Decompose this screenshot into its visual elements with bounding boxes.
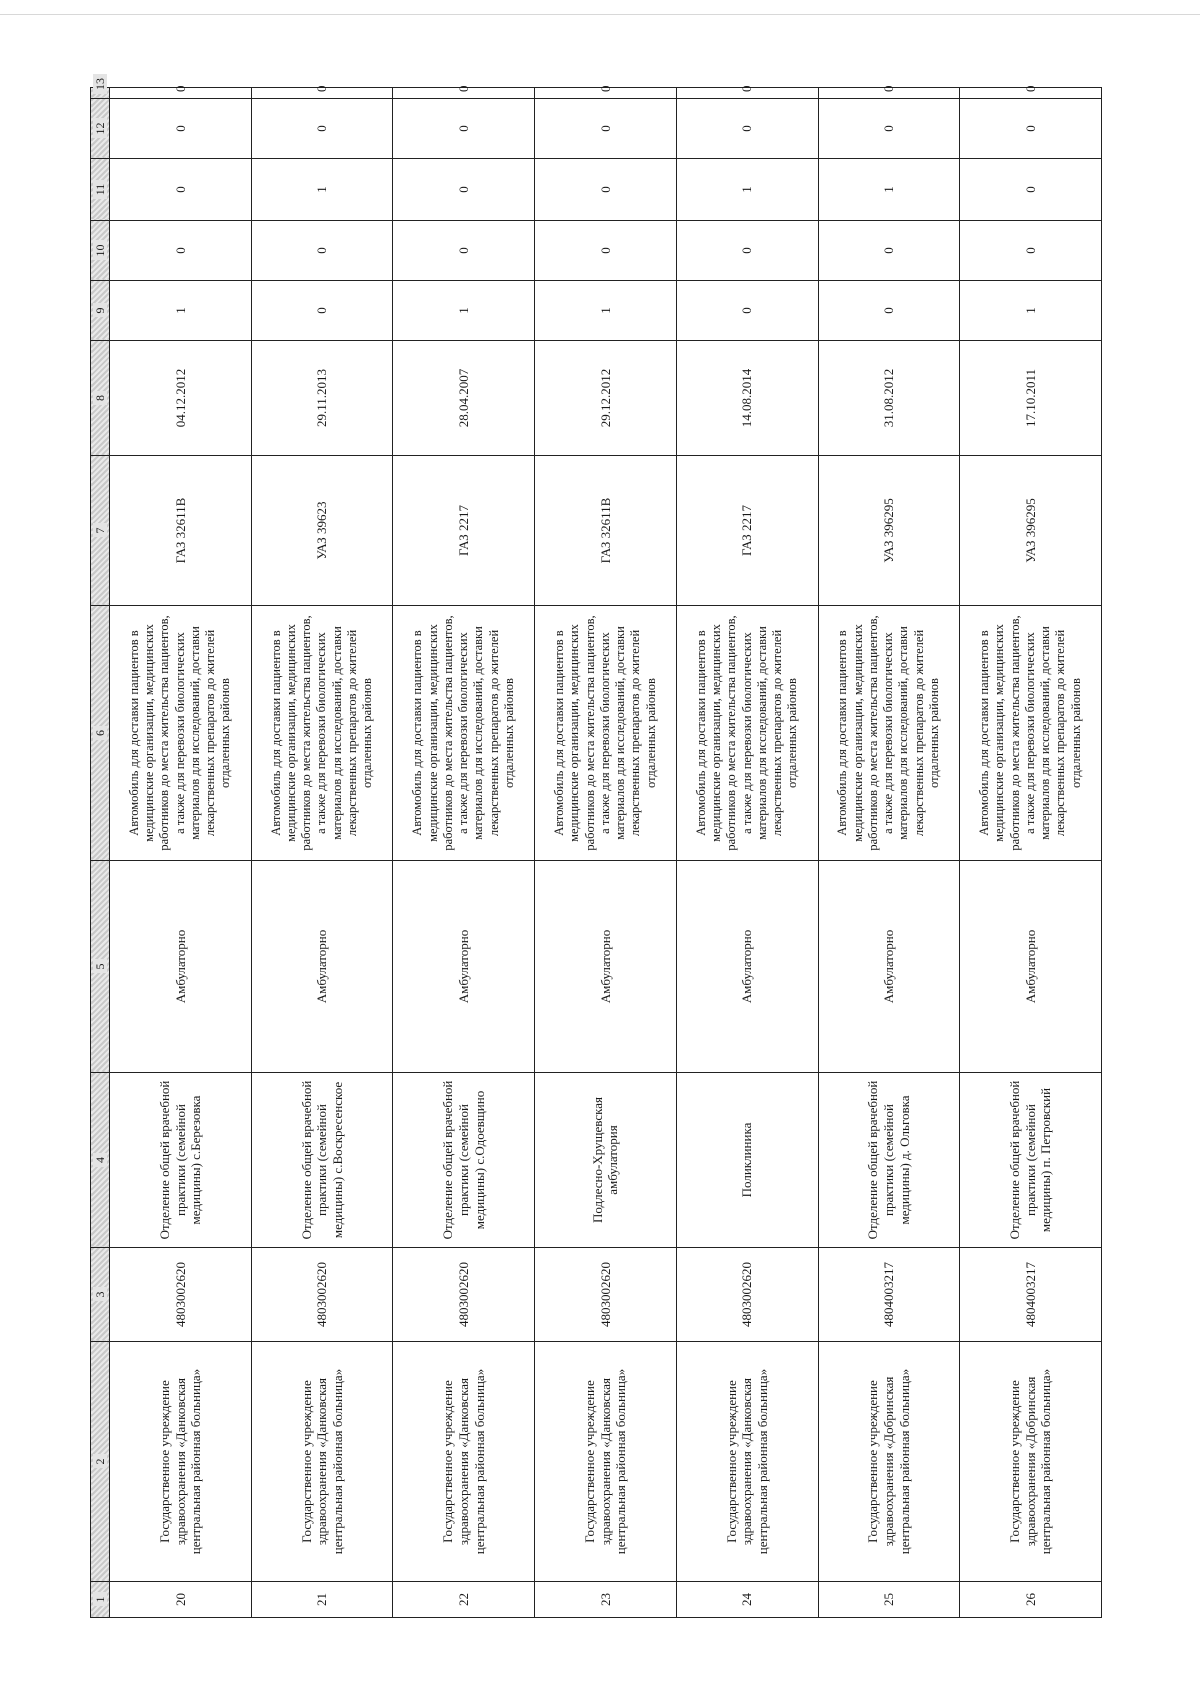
col-13-value: 0 <box>110 88 252 99</box>
department: Отделение общей врачебной практики (семейной медицины) д. Ольговка <box>818 1073 960 1248</box>
column-number-cell <box>91 99 110 159</box>
vehicle-model: УАЗ 396295 <box>818 456 960 606</box>
vehicle-purpose: Автомобиль для доставки пациентов в медицинские организации, медицинских работников до места жительства пациентов, а также для перевозки биологических материалов для исследований, доставки лекарственных препаратов до жителей отдаленных районов <box>110 606 252 861</box>
col-13-value: 0 <box>960 88 1102 99</box>
registration-date: 29.11.2013 <box>251 341 393 456</box>
col-10-value: 0 <box>535 221 677 281</box>
col-9-value: 1 <box>960 281 1102 341</box>
row-number: 26 <box>960 1582 1102 1618</box>
registration-date: 04.12.2012 <box>110 341 252 456</box>
col-12-value: 0 <box>110 99 252 159</box>
department: Отделение общей врачебной практики (семейной медицины) с.Одоевщино <box>393 1073 535 1248</box>
vehicle-purpose: Автомобиль для доставки пациентов в медицинские организации, медицинских работников до места жительства пациентов, а также для перевозки биологических материалов для исследований, доставки лекарственных препаратов до жителей отдаленных районов <box>676 606 818 861</box>
col-12-value: 0 <box>960 99 1102 159</box>
column-number-row <box>91 88 110 1618</box>
col-9-value: 1 <box>110 281 252 341</box>
col-13-value: 0 <box>818 88 960 99</box>
care-conditions: Амбулаторно <box>676 861 818 1073</box>
vehicle-model: ГАЗ 2217 <box>393 456 535 606</box>
column-number-cell <box>91 861 110 1073</box>
col-12-value: 0 <box>535 99 677 159</box>
department: Подлесно-Хрущевская амбулатория <box>535 1073 677 1248</box>
col-12-value: 0 <box>393 99 535 159</box>
department: Поликлиника <box>676 1073 818 1248</box>
row-number: 25 <box>818 1582 960 1618</box>
col-13-value: 0 <box>676 88 818 99</box>
registration-date: 17.10.2011 <box>960 341 1102 456</box>
col-12-value: 0 <box>251 99 393 159</box>
col-12-value: 0 <box>818 99 960 159</box>
inn: 4804003217 <box>818 1248 960 1342</box>
column-number: 4 <box>93 1153 107 1167</box>
column-number: 5 <box>93 960 107 974</box>
vehicle-purpose: Автомобиль для доставки пациентов в медицинские организации, медицинских работников до места жительства пациентов, а также для перевозки биологических материалов для исследований, доставки лекарственных препаратов до жителей отдаленных районов <box>535 606 677 861</box>
column-number-cell <box>91 1073 110 1248</box>
table-row <box>110 88 252 1618</box>
column-number-cell <box>91 159 110 221</box>
col-10-value: 0 <box>393 221 535 281</box>
vehicle-model: ГАЗ 32611В <box>535 456 677 606</box>
column-number: 7 <box>93 524 107 538</box>
row-number: 22 <box>393 1582 535 1618</box>
inn: 4803002620 <box>110 1248 252 1342</box>
col-11-value: 1 <box>676 159 818 221</box>
col-11-value: 0 <box>393 159 535 221</box>
column-number: 9 <box>93 304 107 318</box>
col-13-value: 0 <box>535 88 677 99</box>
column-number: 10 <box>93 241 107 261</box>
col-9-value: 0 <box>251 281 393 341</box>
col-13-value: 0 <box>393 88 535 99</box>
inn: 4803002620 <box>535 1248 677 1342</box>
column-number: 3 <box>93 1288 107 1302</box>
rotated-page <box>90 78 1102 1618</box>
vehicle-purpose: Автомобиль для доставки пациентов в медицинские организации, медицинских работников до места жительства пациентов, а также для перевозки биологических материалов для исследований, доставки лекарственных препаратов до жителей отдаленных районов <box>960 606 1102 861</box>
care-conditions: Амбулаторно <box>535 861 677 1073</box>
scan-edge-line <box>0 14 1200 15</box>
column-number-cell <box>91 1582 110 1618</box>
department: Отделение общей врачебной практики (семейной медицины) с.Березовка <box>110 1073 252 1248</box>
column-number-cell <box>91 1342 110 1582</box>
registration-date: 28.04.2007 <box>393 341 535 456</box>
column-number-cell <box>91 341 110 456</box>
organization-name: Государственное учреждение здравоохранения «Добринская центральная районная больница» <box>818 1342 960 1582</box>
table-row <box>535 88 677 1618</box>
care-conditions: Амбулаторно <box>818 861 960 1073</box>
inn: 4804003217 <box>960 1248 1102 1342</box>
col-11-value: 1 <box>251 159 393 221</box>
registration-date: 14.08.2014 <box>676 341 818 456</box>
column-number: 1 <box>93 1593 107 1607</box>
col-9-value: 1 <box>393 281 535 341</box>
row-number: 23 <box>535 1582 677 1618</box>
department: Отделение общей врачебной практики (семейной медицины) с.Воскресенское <box>251 1073 393 1248</box>
column-number: 11 <box>93 180 107 200</box>
vehicle-purpose: Автомобиль для доставки пациентов в медицинские организации, медицинских работников до места жительства пациентов, а также для перевозки биологических материалов для исследований, доставки лекарственных препаратов до жителей отдаленных районов <box>393 606 535 861</box>
col-9-value: 0 <box>818 281 960 341</box>
column-number: 6 <box>93 726 107 740</box>
vehicle-model: УАЗ 396295 <box>960 456 1102 606</box>
table-row <box>251 88 393 1618</box>
row-number: 20 <box>110 1582 252 1618</box>
col-10-value: 0 <box>676 221 818 281</box>
column-number: 8 <box>93 391 107 405</box>
care-conditions: Амбулаторно <box>110 861 252 1073</box>
column-number: 2 <box>93 1455 107 1469</box>
column-number-cell <box>91 281 110 341</box>
column-number-cell <box>91 1248 110 1342</box>
col-10-value: 0 <box>818 221 960 281</box>
row-number: 21 <box>251 1582 393 1618</box>
column-number-cell <box>91 221 110 281</box>
col-11-value: 1 <box>818 159 960 221</box>
col-11-value: 0 <box>535 159 677 221</box>
col-9-value: 0 <box>676 281 818 341</box>
vehicle-purpose: Автомобиль для доставки пациентов в медицинские организации, медицинских работников до места жительства пациентов, а также для перевозки биологических материалов для исследований, доставки лекарственных препаратов до жителей отдаленных районов <box>818 606 960 861</box>
row-number: 24 <box>676 1582 818 1618</box>
vehicle-model: ГАЗ 2217 <box>676 456 818 606</box>
inn: 4803002620 <box>676 1248 818 1342</box>
table-row <box>393 88 535 1618</box>
care-conditions: Амбулаторно <box>960 861 1102 1073</box>
vehicle-model: ГАЗ 32611В <box>110 456 252 606</box>
organization-name: Государственное учреждение здравоохранения «Данковская центральная районная больница» <box>676 1342 818 1582</box>
vehicle-model: УАЗ 39623 <box>251 456 393 606</box>
inn: 4803002620 <box>393 1248 535 1342</box>
registration-date: 29.12.2012 <box>535 341 677 456</box>
vehicle-purpose: Автомобиль для доставки пациентов в медицинские организации, медицинских работников до места жительства пациентов, а также для перевозки биологических материалов для исследований, доставки лекарственных препаратов до жителей отдаленных районов <box>251 606 393 861</box>
col-10-value: 0 <box>960 221 1102 281</box>
organization-name: Государственное учреждение здравоохранения «Данковская центральная районная больница» <box>110 1342 252 1582</box>
column-number-cell <box>91 606 110 861</box>
organization-name: Государственное учреждение здравоохранения «Данковская центральная районная больница» <box>535 1342 677 1582</box>
vehicle-registry-table <box>90 78 1102 1618</box>
column-number-cell <box>91 78 110 99</box>
table-row <box>676 88 818 1618</box>
care-conditions: Амбулаторно <box>251 861 393 1073</box>
organization-name: Государственное учреждение здравоохранения «Добринская центральная районная больница» <box>960 1342 1102 1582</box>
col-11-value: 0 <box>110 159 252 221</box>
table-body <box>91 78 1102 1618</box>
col-11-value: 0 <box>960 159 1102 221</box>
col-9-value: 1 <box>535 281 677 341</box>
inn: 4803002620 <box>251 1248 393 1342</box>
col-13-value: 0 <box>251 88 393 99</box>
col-12-value: 0 <box>676 99 818 159</box>
organization-name: Государственное учреждение здравоохранения «Данковская центральная районная больница» <box>393 1342 535 1582</box>
organization-name: Государственное учреждение здравоохранения «Данковская центральная районная больница» <box>251 1342 393 1582</box>
column-number: 12 <box>93 119 107 139</box>
table-row <box>960 88 1102 1618</box>
col-10-value: 0 <box>251 221 393 281</box>
column-number: 13 <box>93 74 107 94</box>
col-10-value: 0 <box>110 221 252 281</box>
table-row <box>818 88 960 1618</box>
department: Отделение общей врачебной практики (семейной медицины) п. Петровский <box>960 1073 1102 1248</box>
care-conditions: Амбулаторно <box>393 861 535 1073</box>
registration-date: 31.08.2012 <box>818 341 960 456</box>
column-number-cell <box>91 456 110 606</box>
